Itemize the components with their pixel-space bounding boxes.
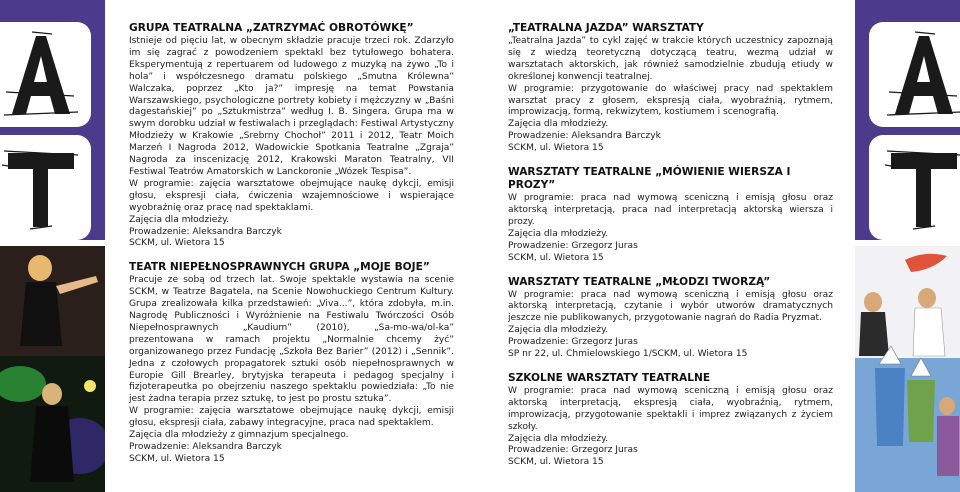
section-audience: Zajęcia dla młodzieży. xyxy=(508,228,609,239)
section-program: W programie: zajęcia warsztatowe obejmujące naukę dykcji, emisji głosu, ekspresji ciała, ćwiczenia wzajemnościowe i wspierające wyobraźnię oraz pracę nad spektaklami. xyxy=(129,178,454,213)
section-description: Pracuje ze sobą od trzech lat. Swoje spektakle wystawia na scenie SCKM, w Teatrze Bagatela, na Scenie Nowohuckiego Centrum Kultury. Grupa zrealizowała kilka przedstawień: „Viva...”, która zdobyła, m.in. Nagrodę Publiczności i Wyróżnienie na Festiwalu Twórczości Osób Niepełnosprawnych „Kaudium” (2010), „Sa-mo-wa/ol-ka” prezentowana w ramach projektu „Normalnie chcemy żyć” organizowanego przez Fundację „Szkoła Bez Barier” (2012) i „Sennik”. Jedna z czołowych propagatorek sztuki osób niepełnosprawnych w Europie Gill Brearley, brytyjska terapeuta i pedagog specjalny i fizjoterapeutka po obejrzeniu naszego spektaklu powiedziała: „To nie jest żadna terapia przez sztukę, to jest po prostu sztuka”. xyxy=(129,275,454,405)
section-location: SCKM, ul. Wietora 15 xyxy=(508,143,604,154)
right-text-column xyxy=(508,22,833,476)
section-location: SCKM, ul. Wietora 15 xyxy=(129,238,225,249)
section-program: W programie: praca nad wymową sceniczną i emisją głosu oraz aktorską interpretacją, praca nad interpretacją aktorską wiersza i prozy. xyxy=(508,193,833,227)
letter-t-icon xyxy=(869,135,960,240)
section-title: SZKOLNE WARSZTATY TEATRALNE xyxy=(508,371,711,384)
section-title: GRUPA TEATRALNA „ZATRZYMAĆ OBROTÓWKĘ” xyxy=(129,22,414,34)
letter-a-tile-right xyxy=(869,22,960,127)
section-title: TEATR NIEPEŁNOSPRAWNYCH GRUPA „MOJE BOJE” xyxy=(129,261,430,274)
section-instructor: Prowadzenie: Aleksandra Barczyk xyxy=(129,226,282,237)
section-instructor: Prowadzenie: Grzegorz Juras xyxy=(508,445,638,456)
section-instructor: Prowadzenie: Grzegorz Juras xyxy=(508,240,638,251)
section-program: W programie: praca nad wymową sceniczną i emisją głosu oraz aktorską interpretacją, czytanie i wybór utworów dramatycznych jeszcze nie publikowanych, przygotowanie nagrań do Radia Pryzmat. xyxy=(508,289,833,324)
section-location: SCKM, ul. Wietora 15 xyxy=(508,457,604,468)
left-stage-photo xyxy=(0,246,105,492)
section-audience: Zajęcia dla młodzieży. xyxy=(129,214,230,225)
letter-a-tile-left xyxy=(0,22,91,127)
section-title: WARSZTATY TEATRALNE „MŁODZI TWORZĄ” xyxy=(508,275,771,288)
section-szkolne-warsztaty xyxy=(508,372,833,469)
section-location: SP nr 22, ul. Chmielowskiego 1/SCKM, ul. Wietora 15 xyxy=(508,349,748,360)
section-description: Istnieje od pięciu lat, w obecnym składzie pracuje trzeci rok. Zdarzyło im się zagrać z powodzeniem spektakl bez tytułowego bohatera. Eksperymentują z repertuarem od ludowego z muzyką na żywo „To i hola” i współczesnego dramatu polskiego „Smutna Królewna” Walczaka, poprzez „Kto ja?” impresję na temat Powstania Warszawskiego, psychologiczne portrety kobiety i mężczyzny w „Baśni dagestańskiej” po „Sztukmistrza” według I. B. Singera. Grupa ma w swym dorobku udział w festiwalach i przeglądach: Festiwal Artystyczny Młodzieży w Krakowie „Srebrny Chochoł” 2011 i 2012, Teatr Moich Marzeń I Nagroda 2012, Wadowickie Spotkania Teatralne „Zgraja” Nagroda za inscenizację 2012, Krakowski Maraton Teatralny, VII Festiwal Teatrów Amatorskich w Lanckoronie „Wózek Tespisa”. xyxy=(129,36,454,177)
section-description: „Teatralna Jazda” to cykl zajęć w trakcie których uczestnicy zapoznają się z wiedzą teoretyczną dotyczącą teatru, wezmą udział w warsztatach aktorskich, jak również samodzielnie zbudują etiudy w określonej konwencji teatralnej. xyxy=(508,36,833,82)
section-mlodzi-tworza xyxy=(508,276,833,361)
section-moje-boje xyxy=(129,261,454,466)
section-audience: Zajęcia dla młodzieży. xyxy=(508,433,609,444)
letter-a-icon xyxy=(0,22,91,127)
letter-t-tile-right xyxy=(869,135,960,240)
letter-a-icon xyxy=(869,22,960,127)
section-zatrzymac-obrotowke xyxy=(129,22,454,250)
section-audience: Zajęcia dla młodzieży. xyxy=(508,119,609,130)
letter-t-icon xyxy=(0,135,91,240)
section-title: WARSZTATY TEATRALNE „MÓWIENIE WIERSZA I PROZY” xyxy=(508,166,791,192)
section-mowienie-wiersza xyxy=(508,166,833,264)
left-decor-strip xyxy=(0,0,105,492)
section-teatralna-jazda xyxy=(508,22,833,155)
left-text-column xyxy=(129,22,454,473)
section-instructor: Prowadzenie: Aleksandra Barczyk xyxy=(129,442,282,452)
section-audience: Zajęcia dla młodzieży. xyxy=(508,325,609,336)
letter-t-tile-left xyxy=(0,135,91,240)
section-title: „TEATRALNA JAZDA” WARSZTATY xyxy=(508,22,704,34)
section-location: SCKM, ul. Wietora 15 xyxy=(508,252,604,263)
right-decor-strip xyxy=(855,0,960,492)
right-stage-photo xyxy=(855,246,960,492)
section-location: SCKM, ul. Wietora 15 xyxy=(129,453,225,464)
section-program: W programie: zajęcia warsztatowe obejmujące naukę dykcji, emisji głosu, ekspresji ciała, zabawy integracyjne, praca nad spektaklem. xyxy=(129,406,454,429)
section-program: W programie: praca nad wymową sceniczną i emisją głosu oraz aktorską interpretacją, ekspresją ciała, wyobraźnią, rytmem, improwizacją, przygotowanie spektakli i imprez związanych z życiem szkoły. xyxy=(508,385,833,432)
section-audience: Zajęcia dla młodzieży z gimnazjum specjalnego. xyxy=(129,430,349,441)
section-instructor: Prowadzenie: Aleksandra Barczyk xyxy=(508,131,661,142)
section-instructor: Prowadzenie: Grzegorz Juras xyxy=(508,337,638,348)
section-program: W programie: przygotowanie do właściwej pracy nad spektaklem warsztat pracy z głosem, ekspresją ciała, wyobraźnią, rytmem, improwizacją, formą, rekwizytem, kostiumem i scenografią. xyxy=(508,83,833,118)
